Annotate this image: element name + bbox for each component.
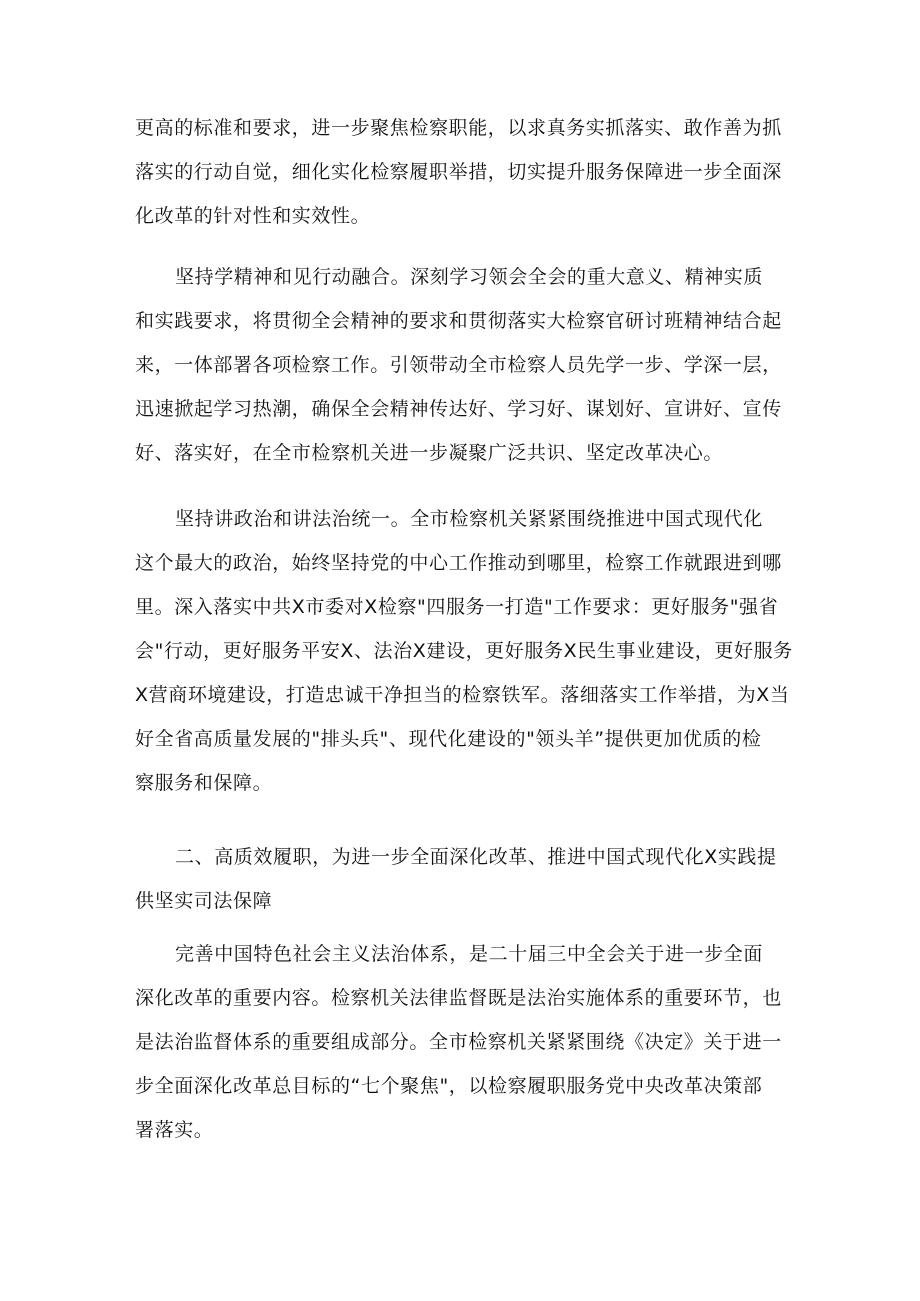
- paragraph-study-spirit: [135, 255, 795, 475]
- text-line: 步全面深化改革总目标的“七个聚焦"，以检察履职服务党中央改革决策部: [135, 1075, 763, 1097]
- text-line: X营商环境建设，打造忠诚干净担当的检察铁军。落细落实工作举措，为X当: [135, 684, 790, 706]
- text-line: 这个最大的政治，始终坚持党的中心工作推动到哪里，检察工作就跟进到哪: [135, 552, 782, 574]
- text-line: 二、高质效履职，为进一步全面深化改革、推进中国式现代化X实践提: [175, 846, 777, 868]
- text-line: 供坚实司法保障: [135, 890, 273, 912]
- text-line: 是法治监督体系的重要组成部分。全市检察机关紧紧围绕《决定》关于进一: [135, 1031, 782, 1053]
- text-line: 会"行动，更好服务平安X、法治X建设，更好服务X民生事业建设，更好服务: [135, 640, 793, 662]
- text-line: 好全省高质量发展的"排头兵"、现代化建设的"领头羊”提供更加优质的检: [135, 728, 762, 750]
- text-line: 深化改革的重要内容。检察机关法律监督既是法治实施体系的重要环节，也: [135, 987, 782, 1009]
- text-line: 更高的标准和要求，进一步聚焦检察职能，以求真务实抓落实、敢作善为抓: [135, 117, 782, 139]
- text-line: 落实的行动自觉，细化实化检察履职举措，切实提升服务保障进一步全面深: [135, 161, 782, 183]
- paragraph-politics-law: [135, 497, 795, 805]
- paragraph-rule-of-law: [135, 932, 795, 1152]
- paragraph-continuation: [135, 106, 795, 238]
- text-line: 化改革的针对性和实效性。: [135, 205, 371, 227]
- text-line: 好、落实好，在全市检察机关进一步凝聚广泛共识、坚定改革决心。: [135, 442, 724, 464]
- text-line: 署落实。: [135, 1119, 214, 1141]
- text-line: 坚持讲政治和讲法治统一。全市检察机关紧紧围绕推进中国式现代化: [175, 508, 764, 530]
- text-line: 里。深入落实中共X市委对X检察"四服务一打造"工作要求：更好服务"强省: [135, 596, 779, 618]
- text-line: 察服务和保障。: [135, 772, 273, 794]
- section-heading-2: [135, 835, 795, 923]
- text-line: 完善中国特色社会主义法治体系，是二十届三中全会关于进一步全面: [175, 943, 764, 965]
- text-line: 迅速掀起学习热潮，确保全会精神传达好、学习好、谋划好、宣讲好、宣传: [135, 398, 782, 420]
- text-line: 坚持学精神和见行动融合。深刻学习领会全会的重大意义、精神实质: [175, 266, 764, 288]
- text-line: 和实践要求，将贯彻全会精神的要求和贯彻落实大检察官研讨班精神结合起: [135, 310, 782, 332]
- text-line: 来，一体部署各项检察工作。引领带动全市检察人员先学一步、学深一层，: [135, 354, 782, 376]
